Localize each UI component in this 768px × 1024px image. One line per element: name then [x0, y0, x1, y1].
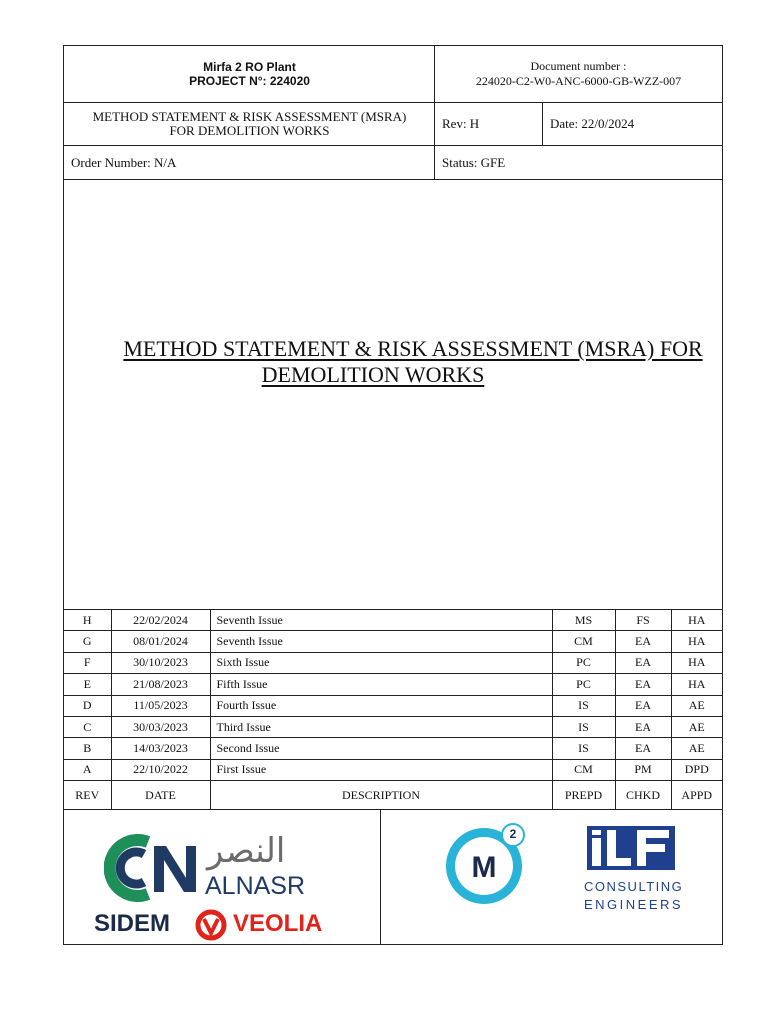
msra-title-line1: METHOD STATEMENT & RISK ASSESSMENT (MSRA): [92, 109, 407, 124]
col-header-checked: CHKD: [615, 781, 671, 810]
cell-checked: EA: [615, 695, 671, 716]
table-row: [64, 674, 722, 695]
table-row: [64, 759, 722, 780]
cell-rev: E: [64, 674, 111, 695]
msra-row: [64, 103, 722, 146]
ilf-logo: [585, 824, 677, 872]
cell-prepared: IS: [552, 738, 615, 759]
cell-approved: AE: [671, 716, 722, 737]
revision-table: [64, 609, 722, 810]
date-label: Date: 22/0/2024: [550, 116, 635, 131]
cell-description: Sixth Issue: [210, 652, 552, 673]
cell-checked: FS: [615, 610, 671, 631]
revision-table-header: [64, 781, 722, 810]
cell-checked: EA: [615, 738, 671, 759]
order-number: Order Number: N/A: [71, 154, 177, 170]
main-title-line2: DEMOLITION WORKS: [261, 362, 485, 387]
alnasr-text: ALNASR: [205, 872, 306, 900]
m2-logo: [434, 821, 534, 911]
table-row: [64, 610, 722, 631]
sidem-text: SIDEM: [94, 910, 171, 937]
msra-title-line2: FOR DEMOLITION WORKS: [169, 123, 330, 138]
document-number-value: 224020-C2-W0-ANC-6000-GB-WZZ-007: [475, 74, 682, 88]
header-row: [64, 46, 722, 103]
cell-approved: HA: [671, 674, 722, 695]
order-row: [64, 146, 722, 180]
ilf-consulting-text: CONSULTING: [584, 879, 684, 894]
cell-rev: G: [64, 631, 111, 652]
cell-date: 08/01/2024: [111, 631, 210, 652]
cell-approved: AE: [671, 695, 722, 716]
col-header-rev: REV: [64, 781, 111, 810]
cell-description: First Issue: [210, 759, 552, 780]
plant-name: Mirfa 2 RO Plant: [203, 60, 296, 74]
cell-date: 30/10/2023: [111, 652, 210, 673]
cell-date: 14/03/2023: [111, 738, 210, 759]
cell-prepared: MS: [552, 610, 615, 631]
col-header-prepared: PREPD: [552, 781, 615, 810]
table-row: [64, 738, 722, 759]
cell-prepared: CM: [552, 631, 615, 652]
svg-text:M: M: [471, 851, 497, 884]
table-row: [64, 652, 722, 673]
cell-description: Fourth Issue: [210, 695, 552, 716]
status-label: Status: GFE: [442, 154, 506, 170]
cell-checked: EA: [615, 631, 671, 652]
table-row: [64, 695, 722, 716]
main-title: [64, 336, 722, 388]
cell-description: Second Issue: [210, 738, 552, 759]
ilf-engineers-text: ENGINEERS: [584, 897, 684, 912]
document-number-block: [435, 46, 722, 102]
veolia-text: VEOLIA: [233, 910, 323, 937]
cell-date: 21/08/2023: [111, 674, 210, 695]
col-header-approved: APPD: [671, 781, 722, 810]
cell-approved: HA: [671, 610, 722, 631]
veolia-symbol-logo: [195, 909, 227, 943]
main-title-line1: METHOD STATEMENT & RISK ASSESSMENT (MSRA) FOR: [123, 336, 703, 361]
cell-rev: F: [64, 652, 111, 673]
cell-approved: HA: [671, 631, 722, 652]
cell-checked: EA: [615, 652, 671, 673]
cell-checked: PM: [615, 759, 671, 780]
project-number: PROJECT N°: 224020: [189, 74, 310, 88]
project-block: [64, 46, 435, 102]
cell-description: Third Issue: [210, 716, 552, 737]
cell-rev: B: [64, 738, 111, 759]
cell-date: 22/10/2022: [111, 759, 210, 780]
cell-prepared: PC: [552, 674, 615, 695]
table-row: [64, 716, 722, 737]
alnasr-emblem-logo: [104, 834, 199, 902]
revision-label: Rev: H: [442, 116, 480, 131]
cell-prepared: IS: [552, 695, 615, 716]
col-header-description: DESCRIPTION: [210, 781, 552, 810]
document-number-label: Document number :: [530, 59, 627, 73]
cell-description: Seventh Issue: [210, 631, 552, 652]
cell-date: 22/02/2024: [111, 610, 210, 631]
cell-rev: D: [64, 695, 111, 716]
cell-prepared: CM: [552, 759, 615, 780]
cell-approved: DPD: [671, 759, 722, 780]
m2-superscript: 2: [509, 827, 517, 841]
cell-approved: HA: [671, 652, 722, 673]
cell-rev: A: [64, 759, 111, 780]
cell-rev: H: [64, 610, 111, 631]
cell-description: Seventh Issue: [210, 610, 552, 631]
cell-date: 11/05/2023: [111, 695, 210, 716]
cell-checked: EA: [615, 674, 671, 695]
document-page: [63, 45, 723, 945]
cell-description: Fifth Issue: [210, 674, 552, 695]
cell-date: 30/03/2023: [111, 716, 210, 737]
cell-rev: C: [64, 716, 111, 737]
cell-checked: EA: [615, 716, 671, 737]
table-row: [64, 631, 722, 652]
alnasr-arabic-text: النصر: [207, 832, 286, 870]
logos-area: [64, 809, 722, 944]
cell-prepared: IS: [552, 716, 615, 737]
msra-title-block: [64, 103, 435, 145]
cell-prepared: PC: [552, 652, 615, 673]
cell-approved: AE: [671, 738, 722, 759]
col-header-date: DATE: [111, 781, 210, 810]
